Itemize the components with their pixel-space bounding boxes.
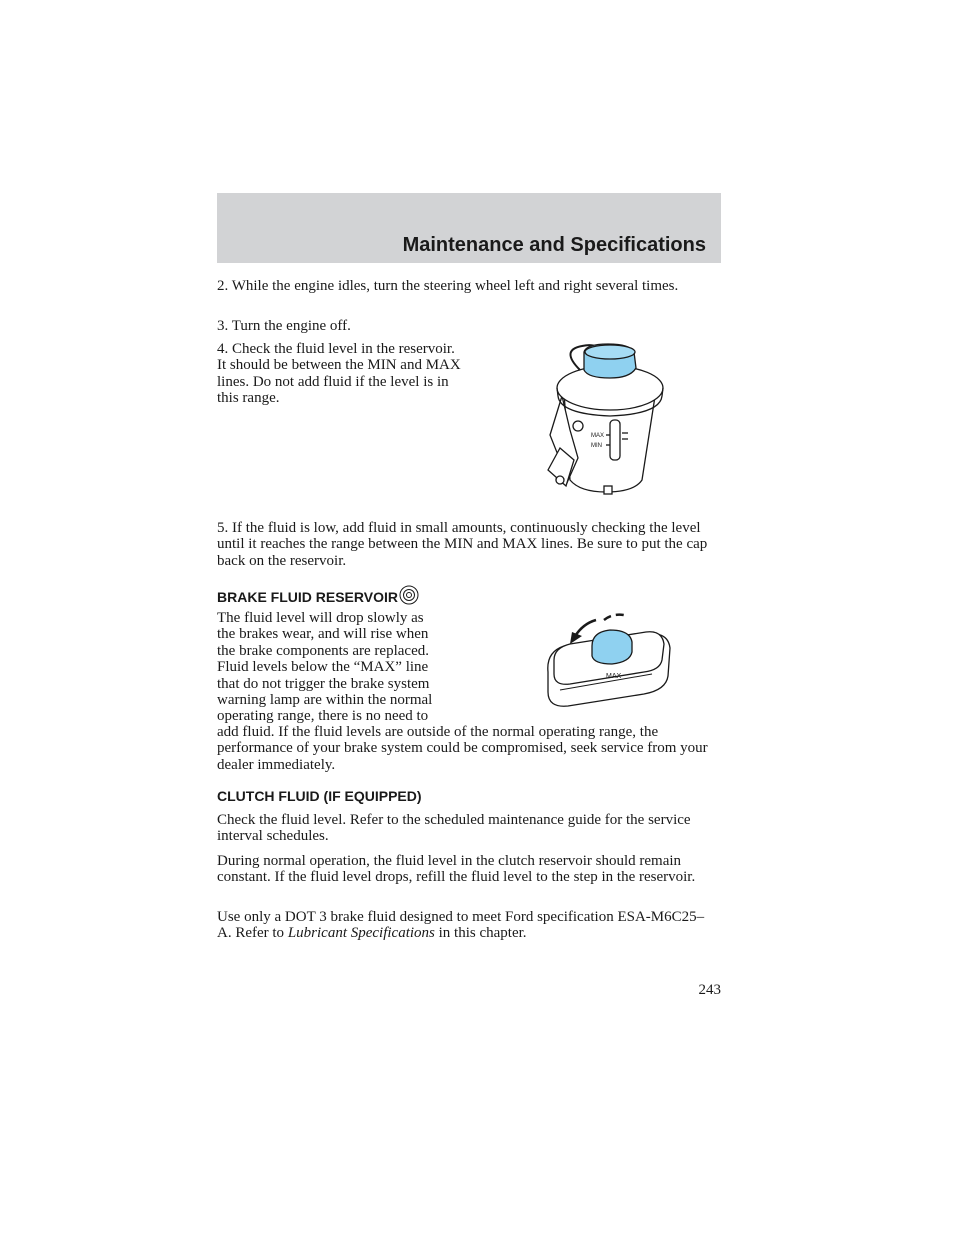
power-steering-reservoir-illustration [540, 340, 670, 502]
brake-fluid-reservoir-illustration [544, 612, 672, 712]
max-mark-label: MAX [591, 433, 605, 439]
clutch-paragraph-2: During normal operation, the fluid level in the clutch reservoir should remain constant. If the fluid level drops, refill the fluid level to the step in the reservoir. [217, 853, 696, 886]
brake-paragraph-narrow: The fluid level will drop slowly as the brakes wear, and will rise when the brake components are replaced. Fluid levels below the “MAX” line that do not trigger the brake system warning lamp are within the normal operating range, there is no need to [217, 610, 433, 725]
page-number: 243 [698, 982, 721, 998]
brake-warning-symbol-icon [399, 585, 419, 608]
clutch-paragraph-3: Use only a DOT 3 brake fluid designed to meet Ford specification ESA-M6C25–A. Refer to Lubricant Specifications in this chapter. [217, 909, 705, 942]
brake-max-mark-label: MAX [606, 673, 622, 680]
clutch-fluid-heading: CLUTCH FLUID (IF EQUIPPED) [217, 788, 422, 804]
step-5-text: 5. If the fluid is low, add fluid in small amounts, continuously checking the level until it reaches the range between the MIN and MAX lines. Be sure to put the cap back on the reservoir. [217, 520, 708, 569]
brake-paragraph-continued: add fluid. If the fluid levels are outside of the normal operating range, the performance of your brake system could be compromised, seek service from your dealer immediately. [217, 724, 708, 773]
step-4-text: 4. Check the fluid level in the reservoir. It should be between the MIN and MAX lines. Do not add fluid if the level is in this range. [217, 341, 461, 407]
lubricant-specifications-reference: Lubricant Specifications [287, 925, 435, 942]
min-mark-label: MIN [591, 443, 602, 449]
step-3-text: 3. Turn the engine off. [217, 318, 351, 334]
clutch-paragraph-1: Check the fluid level. Refer to the scheduled maintenance guide for the service interval schedules. [217, 812, 691, 845]
step-2-text: 2. While the engine idles, turn the steering wheel left and right several times. [217, 278, 679, 294]
brake-fluid-heading [217, 585, 419, 608]
section-title: Maintenance and Specifications [402, 234, 706, 256]
section-header-band [217, 193, 721, 263]
brake-fluid-heading-text: BRAKE FLUID RESERVOIR [217, 589, 398, 605]
